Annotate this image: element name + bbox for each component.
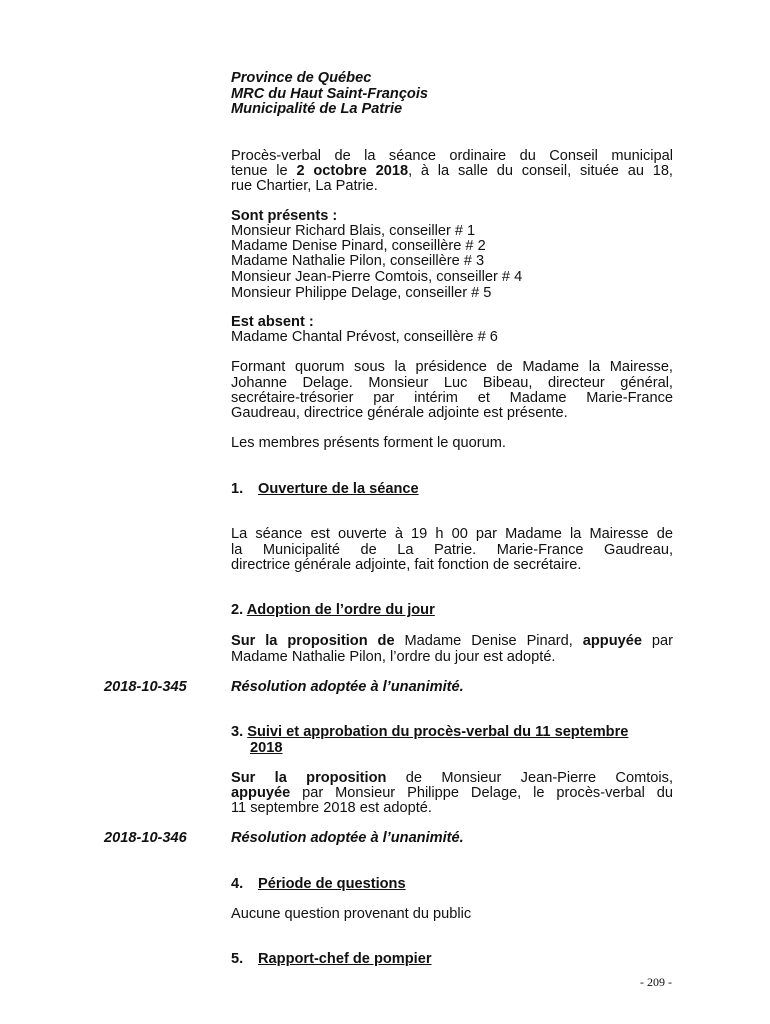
section-1-heading: 1. Ouverture de la séance bbox=[231, 481, 419, 497]
absent-member: Madame Chantal Prévost, conseillère # 6 bbox=[231, 329, 498, 345]
present-title: Sont présents : bbox=[231, 208, 338, 224]
absent-title: Est absent : bbox=[231, 314, 314, 330]
s3-line-3: 11 septembre 2018 est adopté. bbox=[231, 800, 432, 816]
section-3-heading-cont: 2018 bbox=[250, 740, 283, 756]
s4-line-1: Aucune question provenant du public bbox=[231, 906, 472, 922]
resolution-number-345: 2018-10-345 bbox=[104, 679, 187, 695]
header-province: Province de Québec bbox=[231, 70, 372, 86]
s1-line-1: La séance est ouverte à 19 h 00 par Madame la Mairesse de bbox=[231, 526, 673, 542]
s3-line-2: appuyée par Monsieur Philippe Delage, le procès-verbal du bbox=[231, 785, 673, 801]
section-2-heading: 2. Adoption de l’ordre du jour bbox=[231, 602, 435, 618]
quorum-line-5: Les membres présents forment le quorum. bbox=[231, 435, 506, 451]
present-member-2: Madame Denise Pinard, conseillère # 2 bbox=[231, 238, 486, 254]
s2-line-1: Sur la proposition de Madame Denise Pinard, appuyée par bbox=[231, 633, 673, 649]
intro-line-3: rue Chartier, La Patrie. bbox=[231, 178, 378, 194]
s3-line-1: Sur la proposition de Monsieur Jean-Pierre Comtois, bbox=[231, 770, 674, 786]
s2-line-2: Madame Nathalie Pilon, l’ordre du jour est adopté. bbox=[231, 649, 556, 665]
section-5-heading: 5. Rapport-chef de pompier bbox=[231, 951, 432, 967]
quorum-line-1: Formant quorum sous la présidence de Madame la Mairesse, bbox=[231, 359, 673, 375]
quorum-line-4: Gaudreau, directrice générale adjointe est présente. bbox=[231, 405, 568, 421]
quorum-line-3: secrétaire-trésorier par intérim et Madame Marie-France bbox=[231, 390, 673, 406]
present-member-4: Monsieur Jean-Pierre Comtois, conseiller # 4 bbox=[231, 269, 523, 285]
intro-line-2: tenue le 2 octobre 2018, à la salle du conseil, située au 18, bbox=[231, 163, 673, 179]
quorum-line-2: Johanne Delage. Monsieur Luc Bibeau, directeur général, bbox=[231, 375, 673, 391]
section-4-heading: 4. Période de questions bbox=[231, 876, 406, 892]
present-member-3: Madame Nathalie Pilon, conseillère # 3 bbox=[231, 253, 485, 269]
s1-line-3: directrice générale adjointe, fait fonction de secrétaire. bbox=[231, 557, 582, 573]
header-municipality: Municipalité de La Patrie bbox=[231, 101, 403, 117]
resolution-text-345: Résolution adoptée à l’unanimité. bbox=[231, 679, 464, 695]
section-3-heading: 3. Suivi et approbation du procès-verbal du 11 septembre bbox=[231, 724, 629, 740]
present-member-5: Monsieur Philippe Delage, conseiller # 5 bbox=[231, 285, 492, 301]
header-mrc: MRC du Haut Saint-François bbox=[231, 86, 429, 102]
s1-line-2: la Municipalité de La Patrie. Marie-France Gaudreau, bbox=[231, 542, 673, 558]
page-number: - 209 - bbox=[640, 975, 672, 989]
resolution-number-346: 2018-10-346 bbox=[104, 830, 187, 846]
present-member-1: Monsieur Richard Blais, conseiller # 1 bbox=[231, 223, 476, 239]
intro-line-1: Procès-verbal de la séance ordinaire du Conseil municipal bbox=[231, 148, 673, 164]
resolution-text-346: Résolution adoptée à l’unanimité. bbox=[231, 830, 464, 846]
